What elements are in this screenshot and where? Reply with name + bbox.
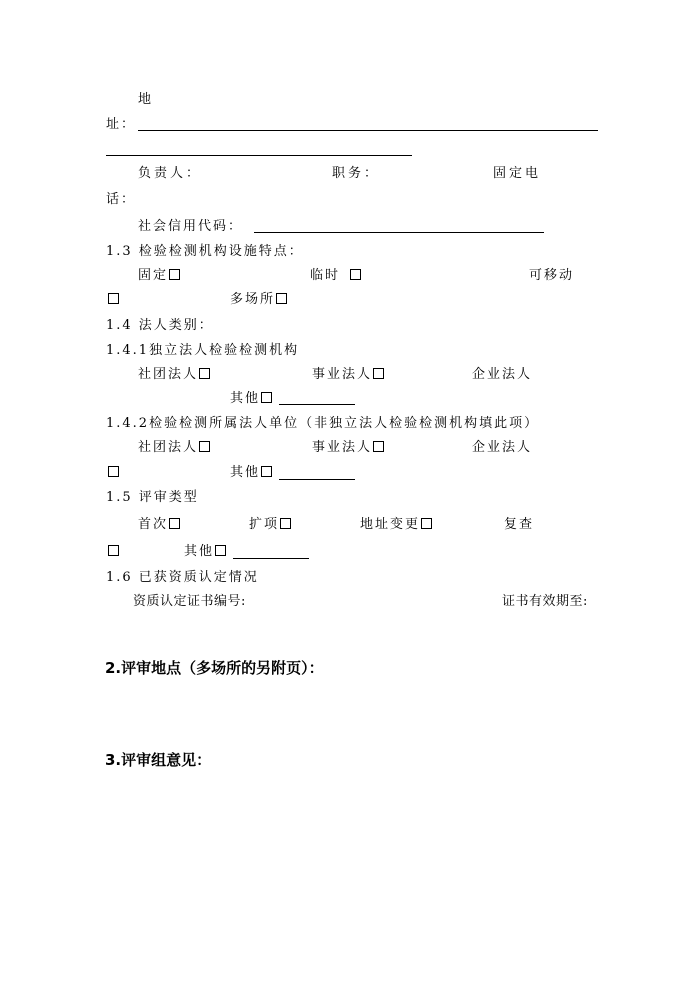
checkbox-icon[interactable] bbox=[280, 518, 291, 529]
checkbox-icon[interactable] bbox=[199, 368, 210, 379]
option-141-other-field[interactable] bbox=[279, 404, 355, 405]
option-142-social-label: 社团法人 bbox=[138, 440, 199, 455]
option-address-change-label: 地址变更 bbox=[360, 517, 421, 532]
phone-label-part1: 固定电 bbox=[493, 166, 542, 181]
option-142-other-field[interactable] bbox=[279, 479, 355, 480]
option-multi-site-label: 多场所 bbox=[230, 292, 276, 307]
option-review: 复查 bbox=[504, 517, 535, 532]
section-3-heading: 3.评审组意见： bbox=[105, 751, 212, 769]
checkbox-icon[interactable] bbox=[350, 269, 361, 280]
option-142-public[interactable] bbox=[312, 440, 384, 456]
option-141-social-label: 社团法人 bbox=[138, 367, 199, 382]
address-field-line1[interactable] bbox=[138, 130, 598, 131]
position-label: 职务： bbox=[332, 166, 381, 181]
checkbox-icon[interactable] bbox=[261, 392, 272, 403]
option-141-public[interactable] bbox=[312, 367, 384, 383]
option-fixed[interactable] bbox=[138, 268, 180, 284]
option-142-other-label: 其他 bbox=[230, 465, 261, 480]
option-mobile: 可移动 bbox=[529, 268, 575, 283]
option-temporary-label: 临时 bbox=[310, 268, 341, 283]
section-1-5-title: 1.5 评审类型 bbox=[106, 490, 199, 505]
credit-code-label: 社会信用代码： bbox=[138, 219, 244, 234]
checkbox-icon[interactable] bbox=[276, 293, 287, 304]
section-1-4-2-title: 1.4.2检验检测所属法人单位（非独立法人检验检测机构填此项） bbox=[106, 416, 540, 431]
checkbox-icon[interactable] bbox=[373, 368, 384, 379]
option-15-other-field[interactable] bbox=[233, 558, 309, 559]
option-141-enterprise: 企业法人 bbox=[472, 367, 533, 382]
checkbox-icon[interactable] bbox=[421, 518, 432, 529]
option-address-change[interactable] bbox=[360, 517, 432, 533]
checkbox-icon[interactable] bbox=[215, 545, 226, 556]
option-mobile-checkbox[interactable] bbox=[106, 292, 119, 308]
option-141-social[interactable] bbox=[138, 367, 210, 383]
checkbox-icon[interactable] bbox=[199, 441, 210, 452]
responsible-person-label: 负责人： bbox=[138, 166, 203, 181]
checkbox-icon[interactable] bbox=[108, 293, 119, 304]
option-first-label: 首次 bbox=[138, 517, 169, 532]
option-fixed-label: 固定 bbox=[138, 268, 169, 283]
address-label-part1: 地 bbox=[138, 92, 154, 107]
credit-code-field[interactable] bbox=[254, 232, 544, 233]
cert-number-label: 资质认定证书编号: bbox=[133, 594, 246, 609]
option-review-checkbox[interactable] bbox=[106, 544, 119, 560]
option-142-other[interactable] bbox=[230, 465, 272, 481]
option-expand-label: 扩项 bbox=[249, 517, 280, 532]
option-142-social[interactable] bbox=[138, 440, 210, 456]
option-142-public-label: 事业法人 bbox=[312, 440, 373, 455]
cert-valid-until-label: 证书有效期至: bbox=[502, 594, 588, 609]
option-expand[interactable] bbox=[249, 517, 291, 533]
checkbox-icon[interactable] bbox=[169, 269, 180, 280]
section-2-heading: 2.评审地点（多场所的另附页）： bbox=[105, 659, 324, 677]
option-142-enterprise-checkbox[interactable] bbox=[106, 465, 119, 481]
checkbox-icon[interactable] bbox=[108, 466, 119, 477]
section-1-4-1-title: 1.4.1独立法人检验检测机构 bbox=[106, 343, 300, 358]
option-first[interactable] bbox=[138, 517, 180, 533]
option-15-other[interactable] bbox=[184, 544, 226, 560]
phone-label-part2: 话： bbox=[106, 192, 137, 207]
option-multi-site[interactable] bbox=[230, 292, 287, 308]
checkbox-icon[interactable] bbox=[373, 441, 384, 452]
option-141-public-label: 事业法人 bbox=[312, 367, 373, 382]
option-142-enterprise: 企业法人 bbox=[472, 440, 533, 455]
option-141-other-label: 其他 bbox=[230, 391, 261, 406]
checkbox-icon[interactable] bbox=[261, 466, 272, 477]
address-label-part2: 址： bbox=[106, 117, 137, 132]
address-field-line2[interactable] bbox=[106, 155, 412, 156]
section-1-3-title: 1.3 检验检测机构设施特点： bbox=[106, 244, 304, 259]
checkbox-icon[interactable] bbox=[169, 518, 180, 529]
section-1-6-title: 1.6 已获资质认定情况 bbox=[106, 570, 259, 585]
option-15-other-label: 其他 bbox=[184, 544, 215, 559]
option-temporary[interactable] bbox=[310, 268, 361, 284]
checkbox-icon[interactable] bbox=[108, 545, 119, 556]
section-1-4-title: 1.4 法人类别： bbox=[106, 318, 214, 333]
option-141-other[interactable] bbox=[230, 391, 272, 407]
